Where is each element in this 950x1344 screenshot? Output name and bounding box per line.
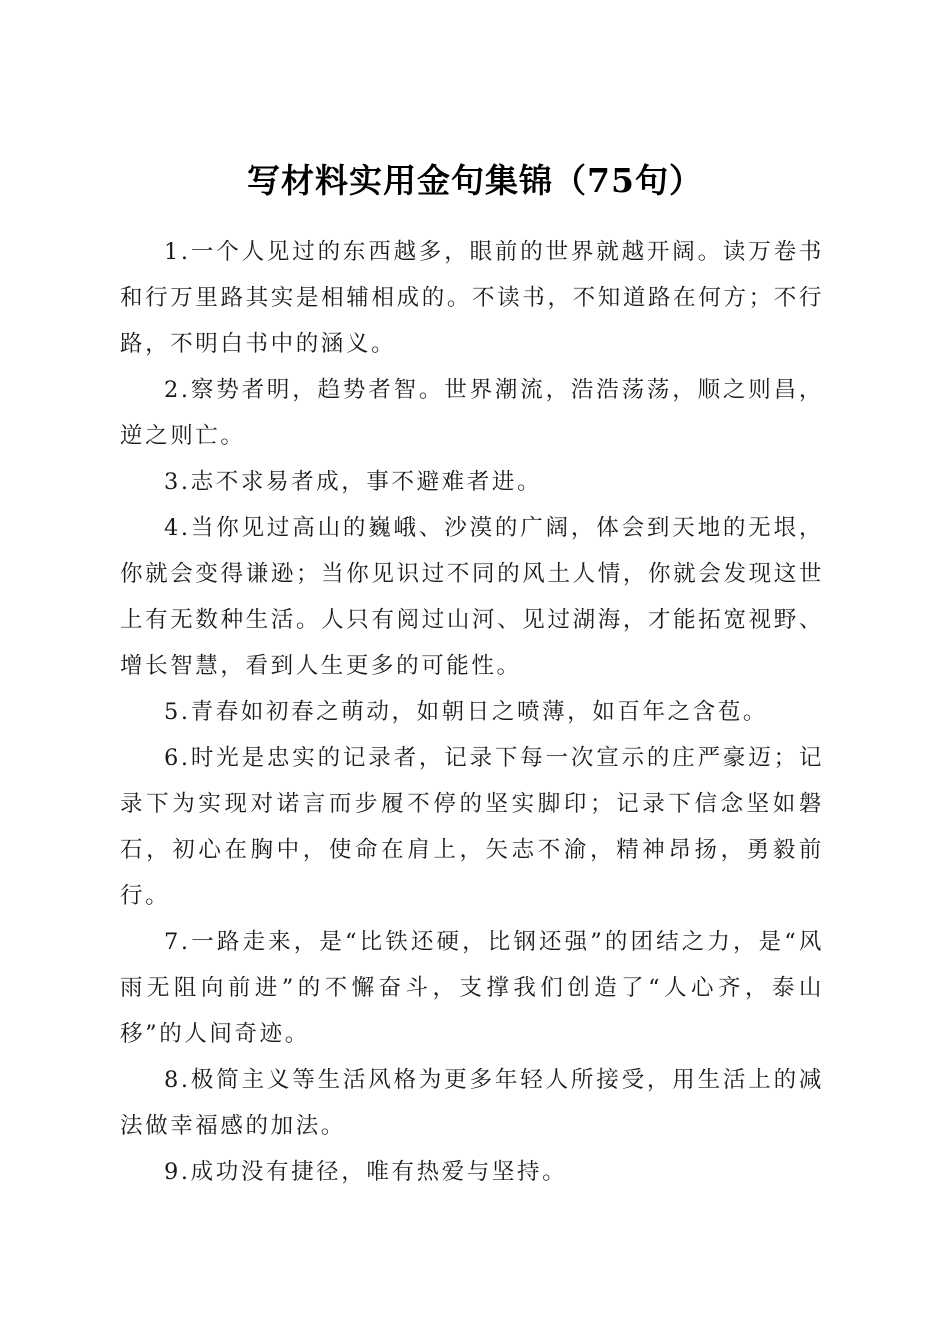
document-body [120, 229, 824, 1195]
page-title: 写材料实用金句集锦（75句） [247, 161, 703, 201]
paragraph-2: 2.察势者明，趋势者智。世界潮流，浩浩荡荡，顺之则昌，逆之则亡。 [120, 377, 824, 449]
paragraph-5: 5.青春如初春之萌动，如朝日之喷薄，如百年之含苞。 [164, 699, 768, 725]
paragraph-6: 6.时光是忠实的记录者，记录下每一次宣示的庄严豪迈；记录下为实现对诺言而步履不停的坚实脚印；记录下信念坚如磐石，初心在胸中，使命在肩上，矢志不渝，精神昂扬，勇毅前行。 [120, 745, 824, 909]
paragraph-8: 8.极简主义等生活风格为更多年轻人所接受，用生活上的减法做幸福感的加法。 [120, 1067, 824, 1139]
paragraph-9: 9.成功没有捷径，唯有热爱与坚持。 [164, 1159, 568, 1185]
paragraph-4: 4.当你见过高山的巍峨、沙漠的广阔，体会到天地的无垠，你就会变得谦逊；当你见识过不同的风土人情，你就会发现这世上有无数种生活。人只有阅过山河、见过湖海，才能拓宽视野、增长智慧，看到人生更多的可能性。 [120, 515, 824, 679]
paragraph-7: 7.一路走来，是“比铁还硬，比钢还强”的团结之力，是“风雨无阻向前进”的不懈奋斗，支撑我们创造了“人心齐，泰山移”的人间奇迹。 [120, 929, 824, 1047]
paragraph-3: 3.志不求易者成，事不避难者进。 [164, 469, 543, 495]
paragraph-1: 1.一个人见过的东西越多，眼前的世界就越开阔。读万卷书和行万里路其实是相辅相成的。不读书，不知道路在何方；不行路，不明白书中的涵义。 [120, 239, 824, 357]
